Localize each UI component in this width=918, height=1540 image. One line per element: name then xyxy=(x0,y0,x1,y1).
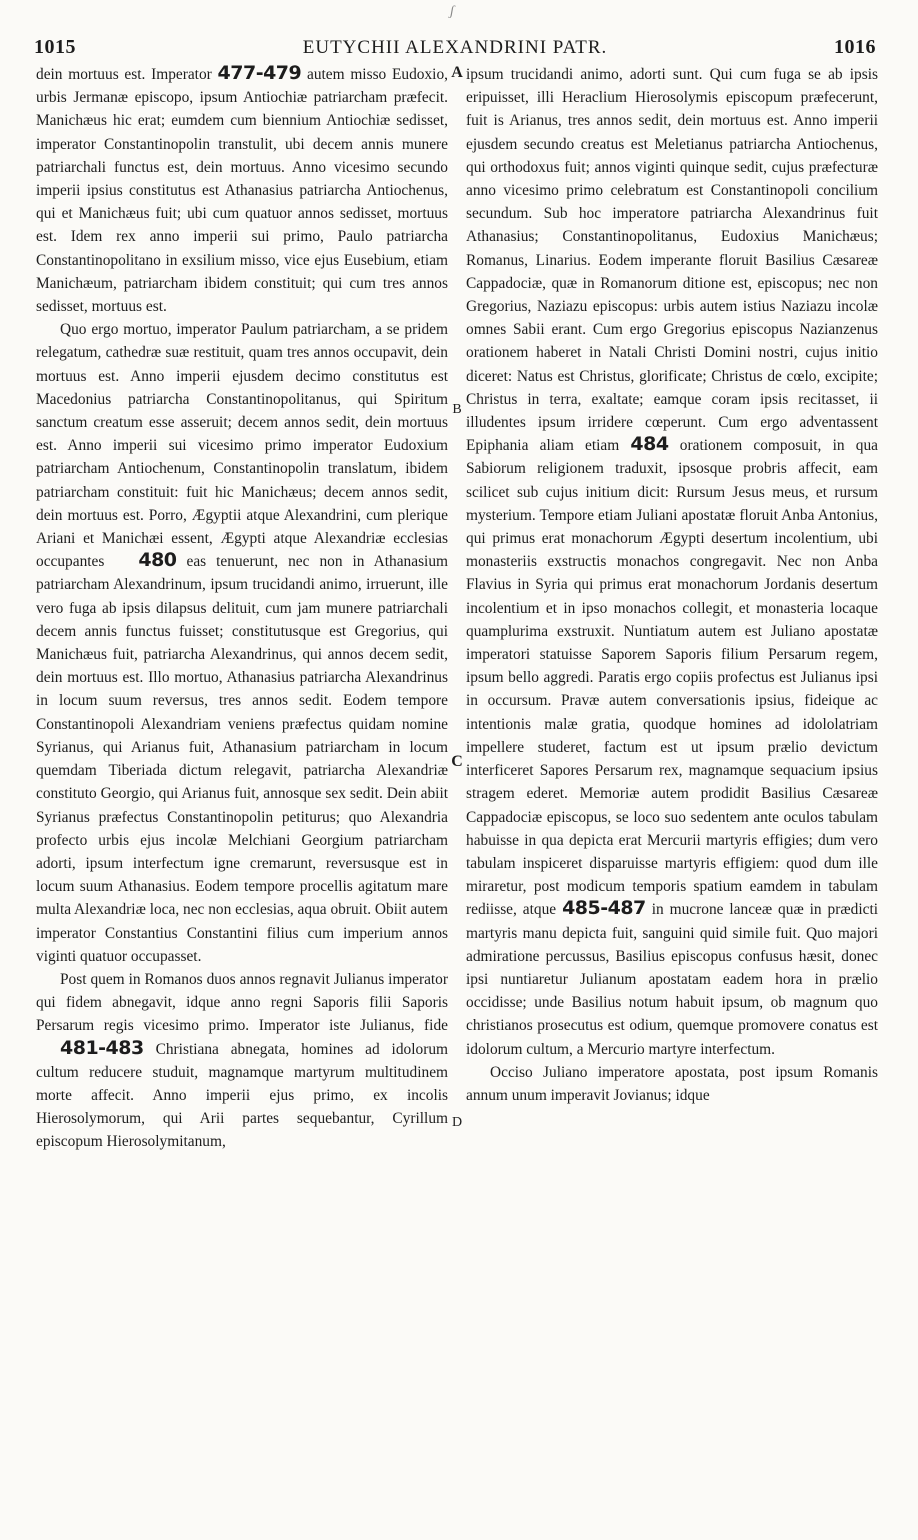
left-column xyxy=(36,63,448,1154)
text-run: ipsum trucidandi animo, adorti sunt. Qui cum fuga se ab ipsis eripuisset, illi Heraclium Hierosolymis episcopum præfecerunt, fuit is Arianus, tres annos sedit, dein mortuus est. Anno imperii ejusdem secundo creatus est Meletianus patriarcha Antiochenus, qui orthodoxus fuit; annos viginti quinque sedit, cujus præfecturæ anno vicesimo primo celebratum est Constantinopoli concilium secundum. Sub hoc imperatore patriarcha Alexandrinus fuit Athanasius; Constantinopolitanus, Eudoxius Manichæus; Romanus, Linarius. Eodem imperante floruit Basilius Cæsareæ Cappadociæ, quæ in Romanorum ditione est, episcopus; nec non Gregorius, Naziazu episcopus: urbis autem istius Naziazu incolæ omnes Sabii erant. Cum ergo Gregorius episcopus Nazianzenus orationem haberet in Natali Christi Domini nostri, cujus initio diceret: Natus est Christus, glorificate; Christus de cœlo, excipite; Christus in terra, exaltate; eamque coram ipsis recitasset, ii illudentes ipsum irridere cœperunt. Cum ergo adventassent Epiphania aliam etiam xyxy=(466,66,878,455)
column-number-marker: 481-483 xyxy=(60,1036,144,1059)
margin-letter-d: D xyxy=(451,1115,463,1130)
margin-letter-b: B xyxy=(452,402,462,417)
margin-letter-c: C xyxy=(451,753,463,770)
top-mark: ʃ xyxy=(450,4,455,19)
right-paragraph-2: Occiso Juliano imperatore apostata, post ipsum Romanis annum unum imperavit Jovianus; idque xyxy=(466,1063,878,1104)
text-run: Christiana abnegata, homines ad idolorum cultum reducere studuit, magnamque martyrum multitudinem morte affecit. Anno imperii ejus primo, ex incolis Hierosolymorum, qui Arii partes sequebantur, Cyrillum episcopum Hierosolymitanum, xyxy=(36,1040,448,1151)
right-paragraph-1 xyxy=(466,63,878,1061)
column-number-marker: 477-479 xyxy=(217,62,302,84)
text-run: autem misso Eudoxio, urbis Jermanæ episcopo, ipsum Antiochiæ patriarcham præfecit. Manichæus hic erat; eumdem cum biennium Antiochiæ sedisset, imperator Constantinopolin transtulit, ubi decem annis munere patriarchali functus est, dein mortuus. Anno vicesimo secundo imperii ipsius constitutus est Athanasius patriarcha Antiochenus, qui et Manichæus fuit; ubi cum quatuor annos sedisset, mortuus est. Idem rex anno imperii sui primo, Paulo patriarcha Constantinopolitano in exsilium misso, vice ejus Eusebium, etiam Manichæum, patriarcham ibidem constituit; qui cum tres annos sedisset, mortuus est. xyxy=(36,66,448,316)
page-number-right: 1016 xyxy=(834,36,876,58)
text-run: Quo ergo mortuo, imperator Paulum patriarcham, a se pridem relegatum, cathedræ suæ restituit, quam tres annos occupavit, dein mortuus est. Anno imperii ejusdem decimo constitutus est Macedonius patriarcha Constantinopolitanus, qui Spiritum sanctum creatum esse asseruit; decem annos sedit, dein mortuus est. Anno imperii sui vicesimo primo imperator Eudoxium patriarcham Antiochenum, Constantinopolin translatum, ibidem patriarcham constituit: fuit hic Manichæus; decem annos sedit, dein mortuus est. Porro, Ægyptii atque Alexandrini, cum plerique Ariani et Manichæi essent, Ægypti atque Alexandriæ ecclesias occupantes xyxy=(36,321,448,571)
text-run: Post quem in Romanos duos annos regnavit Julianus imperator qui fidem abnegavit, idque anno regni Saporis filii Saporis Persarum regis vicesimo primo. Imperator iste Julianus, fide xyxy=(36,970,448,1035)
text-run: eas tenuerunt, nec non in Athanasium patriarcham Alexandrinum, ipsum trucidandi animo, irruerunt, ille vero fuga ab ipsis dilapsus delituit, cum jam munere patriarchali decem annis functus fuisset; constitutusque est Gregorius, qui Manichæus fuit, patriarcha Alexandrinus, qui annos decem sedit, dein mortuus est. Illo mortuo, Athanasius patriarcha Alexandrinus in locum suum reversus, tres annos sedit. Eodem tempore Constantinopoli Alexandriam veniens præfectus quidam nomine Syrianus, qui Arianus fuit, Athanasium patriarcham in locum quemdam Tiberiada dictum relegavit, patriarcha Alexandriæ constituto Georgio, qui Arianus fuit, annosque sex sedit. Dein abiit Syrianus præfectus Constantinopolin petiturus; quo Alexandria profecto urbis ejus incolæ Melchiani Georgium patriarcham adorti, ipsum interfectum igne cremarunt, reversusque est in locum suum Athanasius. Eodem tempore procellis agitatum mare multa Alexandriæ loca, nec non ecclesias, aqua obruit. Obiit autem imperator Constantius Constantini filius cum imperium annos viginti quatuor occupasset. xyxy=(36,553,448,965)
column-number-marker: 484 xyxy=(630,433,669,456)
left-paragraph-2 xyxy=(36,318,448,968)
left-paragraph-1 xyxy=(36,63,448,318)
margin-letter-a: A xyxy=(451,64,463,81)
column-number-marker: 485-487 xyxy=(562,897,646,920)
page-number-left: 1015 xyxy=(34,36,76,58)
text-run: orationem composuit, in qua Sabiorum religionem traduxit, ipsosque probris affecit, eam scilicet sub cujus initium dicit: Rursum Jesus meus, et rursum mysterium. Tempore etiam Juliani apostatæ floruit Anba Antonius, qui primus erat monachorum Ægypti desertum incolentium, ubi monasteriis exstructis monachos congregavit. Nec non Anba Flavius in Syria qui primus erat monachorum Jordanis desertum incolentium et in ipso monachos collegit, et monasteria locaque quamplurima exstruxit. Nuntiatum autem est Juliano apostatæ imperatori statuisse Saporem Saporis filium Persarum regem, ipsum bello aggredi. Paratis ergo copiis profectus est Julianus ipsi in occursum. Pravæ autem conversationis ipsius, fideique ac intentionis malæ gratia, quodque homines ad idololatriam impellere studeret, factum est ut ipsum prælio devictum interficeret Sapores Persarum rex, magnamque sequacium ipsius stragem ederet. Memoriæ autem prodidit Basilius Cæsareæ Cappadociæ episcopus, se loco suo sedentem ante oculos tabulam habuisse in qua depicta erat Mercurii martyris effigies; dum vero tabulam inspiceret disparuisse martyris effigiem: quod dum ille miraretur, post modicum temporis spatium eamdem in tabulam rediisse, atque xyxy=(466,437,878,919)
running-header xyxy=(34,36,876,60)
column-number-marker: 480 xyxy=(138,549,177,572)
running-title: EUTYCHII ALEXANDRINI PATR. xyxy=(302,37,608,58)
left-paragraph-3 xyxy=(36,968,448,1154)
text-run: dein mortuus est. Imperator xyxy=(36,66,218,83)
right-column xyxy=(466,63,878,1107)
text-run: in mucrone lanceæ quæ in prædicti martyris manu depicta fuit, sanguini quid simile fuit. Quo majori admiratione percussus, Basilius episcopus confusus hæsit, donec ipsi nuntiaretur Julianum apostatam eadem hora in prælio occidisse; unde Basilius notum habuit ipsum, ob magnum quo christianos prosecutus est odium, quemque promovere conatus est idolorum cultum, a Mercurio martyre interfectum. xyxy=(466,901,878,1058)
